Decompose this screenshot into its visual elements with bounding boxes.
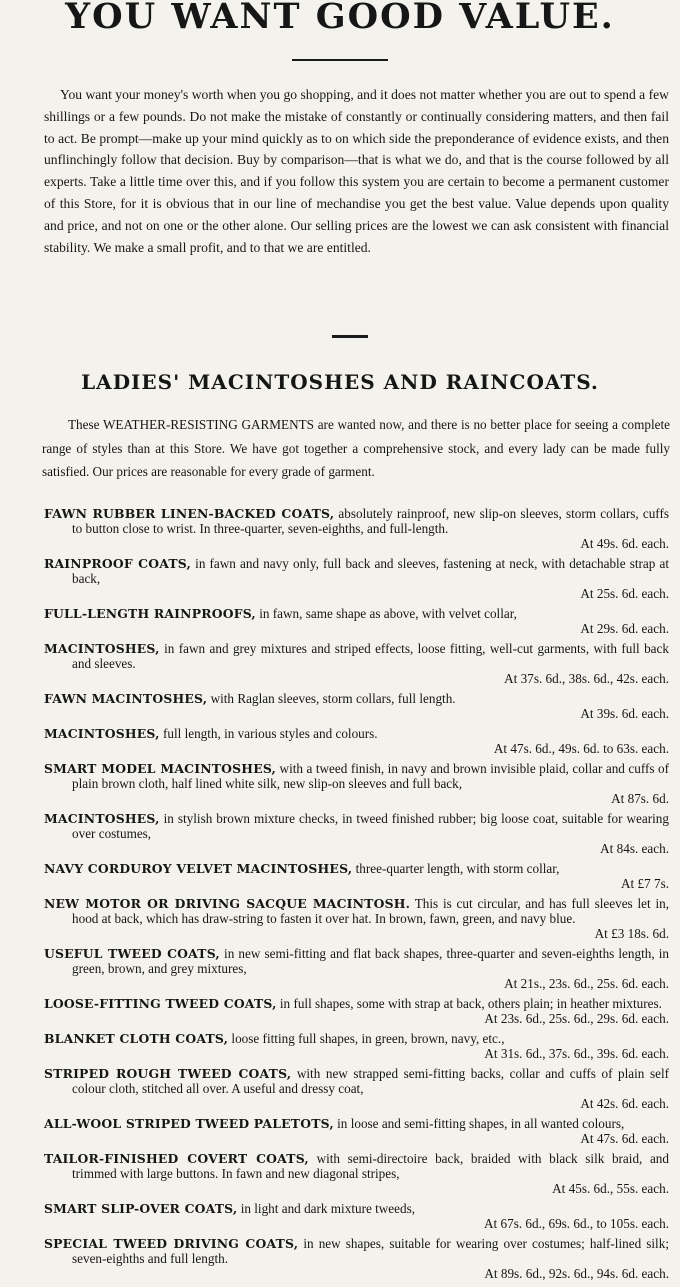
list-item [44, 1201, 669, 1231]
list-item [44, 996, 669, 1026]
item-name: MACINTOSHES, [44, 811, 160, 826]
item-description: full length, in various styles and colours. [159, 726, 378, 741]
list-item [44, 556, 669, 601]
item-name: ALL-WOOL STRIPED TWEED PALETOTS, [44, 1116, 334, 1131]
item-name: SMART MODEL MACINTOSHES, [44, 761, 277, 776]
item-description: in stylish brown mixture checks, in tweed finished rubber; big loose coat, suitable for wearing over costumes, [72, 811, 669, 841]
item-price: At 67s. 6d., 69s. 6d., to 105s. each. [484, 1216, 669, 1231]
item-price: At 23s. 6d., 25s. 6d., 29s. 6d. each. [484, 1011, 669, 1026]
list-item [44, 1066, 669, 1111]
item-description: loose fitting full shapes, in green, brown, navy, etc., [228, 1031, 505, 1046]
list-item [44, 861, 669, 891]
intro-paragraph: You want your money's worth when you go shopping, and it does not matter whether you are out to spend a few shillings or a few pounds. Do not make the mistake of constantly or continually considering matters, and then fail to act. Be prompt—make up your mind quickly as to on which side the preponderance of evidence exists, and then unflinchingly follow that decision. Buy by comparison—that is what we do, and that is the course followed by all experts. Take a little time over this, and if you follow this system you are certain to become a permanent customer of this Store, for it is obvious that in our line of mechandise you get the best value. Value depends upon quality and price, and not on one or the other alone. Our selling prices are the lowest we can ask consistent with financial stability. We make a small profit, and to that we are entitled. [44, 87, 669, 255]
item-name: MACINTOSHES, [44, 726, 160, 741]
item-description: in new semi-fitting and flat back shapes, three-quarter and seven-eighths length, in green, brown, and grey mixtures, [72, 946, 669, 976]
lead-paragraph: These WEATHER-RESISTING GARMENTS are wanted now, and there is no better place for seeing a complete range of styles than at this Store. We have got together a comprehensive stock, and every lady can be made fully satisfied. Our prices are reasonable for every grade of garment. [42, 417, 670, 479]
item-name: STRIPED ROUGH TWEED COATS, [44, 1066, 292, 1081]
price-list [44, 506, 669, 1286]
item-name: TAILOR-FINISHED COVERT COATS, [44, 1151, 309, 1166]
list-item [44, 691, 669, 721]
item-name: BLANKET CLOTH COATS, [44, 1031, 229, 1046]
item-description: with semi-directoire back, braided with black silk braid, and trimmed with large buttons. In fawn and new diagonal stripes, [72, 1151, 669, 1181]
item-price: At 84s. each. [600, 841, 669, 856]
item-description: in fawn and grey mixtures and striped effects, loose fitting, well-cut garments, with full back and sleeves. [72, 641, 669, 671]
item-name: NEW MOTOR OR DRIVING SACQUE MACINTOSH. [44, 896, 411, 911]
item-price: At 89s. 6d., 92s. 6d., 94s. 6d. each. [484, 1266, 669, 1281]
item-price: At 29s. 6d. each. [580, 621, 669, 636]
item-description: in fawn and navy only, full back and sleeves, fastening at neck, with detachable strap at back, [72, 556, 669, 586]
headline: YOU WANT GOOD VALUE. [65, 0, 615, 37]
item-name: LOOSE-FITTING TWEED COATS, [44, 996, 277, 1011]
item-description: three-quarter length, with storm collar, [352, 861, 560, 876]
item-price: At £3 18s. 6d. [594, 926, 669, 941]
list-item [44, 726, 669, 756]
item-price: At 37s. 6d., 38s. 6d., 42s. each. [504, 671, 669, 686]
list-item [44, 1236, 669, 1281]
list-item [44, 606, 669, 636]
divider-rule [332, 335, 368, 338]
item-name: USEFUL TWEED COATS, [44, 946, 220, 961]
item-price: At 21s., 23s. 6d., 25s. 6d. each. [504, 976, 669, 991]
item-name: FULL-LENGTH RAINPROOFS, [44, 606, 256, 621]
item-price: At 39s. 6d. each. [580, 706, 669, 721]
list-item [44, 811, 669, 856]
item-name: FAWN MACINTOSHES, [44, 691, 208, 706]
item-price: At 87s. 6d. [611, 791, 669, 806]
item-price: At 45s. 6d., 55s. each. [552, 1181, 669, 1196]
item-description: with a tweed finish, in navy and brown invisible plaid, collar and cuffs of plain brown cloth, half lined white silk, new slip-on sleeves and full back, [72, 761, 669, 791]
item-price: At 47s. 6d., 49s. 6d. to 63s. each. [493, 741, 669, 756]
item-description: with Raglan sleeves, storm collars, full length. [207, 691, 456, 706]
item-price: At 47s. 6d. each. [580, 1131, 669, 1146]
item-price: At 49s. 6d. each. [580, 536, 669, 551]
item-name: SMART SLIP-OVER COATS, [44, 1201, 238, 1216]
item-price: At 42s. 6d. each. [580, 1096, 669, 1111]
item-description: absolutely rainproof, new slip-on sleeves, storm collars, cuffs to button close to wrist. In three-quarter, seven-eighths, and full-length. [72, 506, 669, 536]
item-price: At £7 7s. [621, 876, 669, 891]
divider-rule [292, 59, 388, 61]
list-item [44, 896, 669, 941]
item-description: in fawn, same shape as above, with velvet collar, [255, 606, 517, 621]
list-item [44, 1116, 669, 1146]
item-price: At 31s. 6d., 37s. 6d., 39s. 6d. each. [484, 1046, 669, 1061]
item-name: SPECIAL TWEED DRIVING COATS, [44, 1236, 299, 1251]
list-item [44, 506, 669, 551]
section-heading: LADIES' MACINTOSHES AND RAINCOATS. [81, 370, 599, 394]
list-item [44, 1151, 669, 1196]
list-item [44, 761, 669, 806]
item-name: NAVY CORDUROY VELVET MACINTOSHES, [44, 861, 353, 876]
item-description: in light and dark mixture tweeds, [237, 1201, 416, 1216]
list-item [44, 946, 669, 991]
item-description: in full shapes, some with strap at back, others plain; in heather mixtures. [276, 996, 662, 1011]
item-name: MACINTOSHES, [44, 641, 160, 656]
item-name: FAWN RUBBER LINEN-BACKED COATS, [44, 506, 335, 521]
list-item [44, 1031, 669, 1061]
item-price: At 25s. 6d. each. [580, 586, 669, 601]
item-description: with new strapped semi-fitting backs, collar and cuffs of plain self colour cloth, stitched all over. A useful and dressy coat, [72, 1066, 669, 1096]
list-item [44, 641, 669, 686]
item-description: in loose and semi-fitting shapes, in all wanted colours, [333, 1116, 625, 1131]
item-name: RAINPROOF COATS, [44, 556, 192, 571]
item-description: This is cut circular, and has full sleeves let in, hood at back, which has draw-string to fasten it over hat. In brown, fawn, green, and navy blue. [72, 896, 669, 926]
item-description: in new shapes, suitable for wearing over costumes; half-lined silk; seven-eighths and full length. [72, 1236, 669, 1266]
